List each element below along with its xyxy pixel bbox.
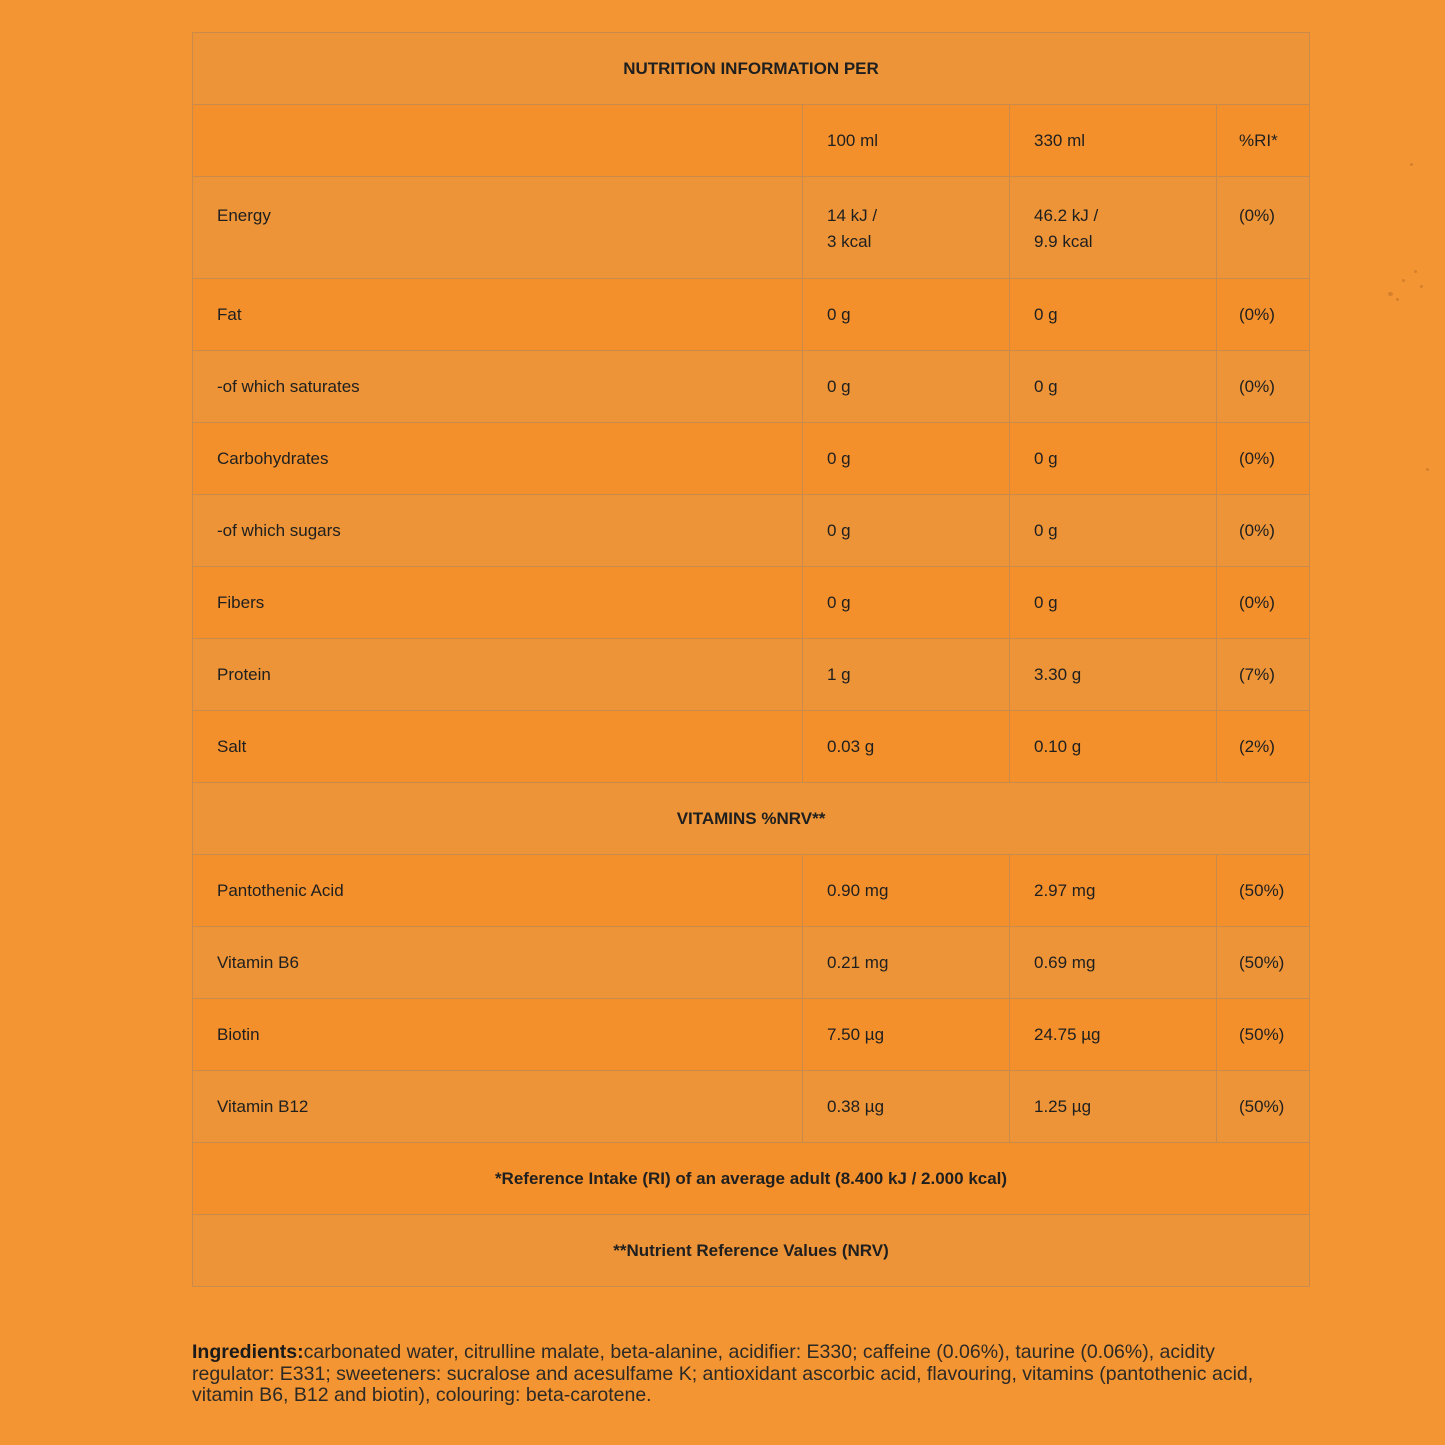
row-per100: 0.21 mg	[803, 927, 1010, 999]
row-per100: 0 g	[803, 567, 1010, 639]
vitamins-title-row	[193, 783, 1310, 855]
row-label: Vitamin B12	[193, 1071, 803, 1143]
table-row	[193, 567, 1310, 639]
row-per100: 1 g	[803, 639, 1010, 711]
energy-per330-kcal: 9.9 kcal	[1034, 232, 1093, 251]
ingredients-list: carbonated water, citrulline malate, beta-alanine, acidifier: E330; caffeine (0.06%), taurine (0.06%), acidity regulator: E331; sweeteners: sucralose and acesulfame K; antioxidant ascorbic acid, flavouring, vitamins (pantothenic acid, vitamin B6, B12 and biotin), colouring: beta-carotene.	[192, 1341, 1254, 1406]
row-per330: 0 g	[1010, 423, 1217, 495]
header-cell-ri: %RI*	[1217, 105, 1310, 177]
footnote-nrv: **Nutrient Reference Values (NRV)	[193, 1215, 1310, 1287]
background-speck	[1388, 292, 1393, 296]
table-row	[193, 639, 1310, 711]
row-label: -of which saturates	[193, 351, 803, 423]
background-speck	[1402, 279, 1405, 282]
ingredients-label: Ingredients:	[192, 1341, 304, 1363]
energy-label: Energy	[193, 177, 803, 279]
row-per100: 0 g	[803, 495, 1010, 567]
row-ri: (0%)	[1217, 423, 1310, 495]
row-ri: (0%)	[1217, 567, 1310, 639]
energy-per330	[1010, 177, 1217, 279]
row-label: Fat	[193, 279, 803, 351]
header-cell-100ml: 100 ml	[803, 105, 1010, 177]
footnote-nrv-row	[193, 1215, 1310, 1287]
footnote-ri: *Reference Intake (RI) of an average adult (8.400 kJ / 2.000 kcal)	[193, 1143, 1310, 1215]
row-ri: (50%)	[1217, 855, 1310, 927]
row-label: Pantothenic Acid	[193, 855, 803, 927]
row-per100: 7.50 µg	[803, 999, 1010, 1071]
row-per100: 0.03 g	[803, 711, 1010, 783]
row-per330: 0 g	[1010, 279, 1217, 351]
table-row	[193, 711, 1310, 783]
row-ri: (0%)	[1217, 495, 1310, 567]
row-per330: 1.25 µg	[1010, 1071, 1217, 1143]
background-speck	[1410, 163, 1413, 166]
background-speck	[1426, 468, 1429, 471]
table-row	[193, 351, 1310, 423]
row-per100: 0 g	[803, 351, 1010, 423]
background-speck	[1414, 270, 1417, 273]
row-per330: 0.69 mg	[1010, 927, 1217, 999]
row-per330: 0 g	[1010, 567, 1217, 639]
row-ri: (0%)	[1217, 351, 1310, 423]
background-speck	[1396, 298, 1399, 301]
row-label: Vitamin B6	[193, 927, 803, 999]
energy-ri: (0%)	[1217, 177, 1310, 279]
nutrition-table	[192, 32, 1310, 1287]
header-cell-label	[193, 105, 803, 177]
table-row	[193, 423, 1310, 495]
table-title-row	[193, 33, 1310, 105]
row-label: Biotin	[193, 999, 803, 1071]
row-label: Carbohydrates	[193, 423, 803, 495]
energy-per100	[803, 177, 1010, 279]
table-row	[193, 999, 1310, 1071]
table-row	[193, 1071, 1310, 1143]
footnote-ri-row	[193, 1143, 1310, 1215]
row-ri: (50%)	[1217, 927, 1310, 999]
table-row	[193, 927, 1310, 999]
row-ri: (50%)	[1217, 1071, 1310, 1143]
energy-per100-kcal: 3 kcal	[827, 232, 872, 251]
row-per330: 0 g	[1010, 495, 1217, 567]
table-row	[193, 279, 1310, 351]
table-row-energy	[193, 177, 1310, 279]
row-per100: 0.38 µg	[803, 1071, 1010, 1143]
row-label: Protein	[193, 639, 803, 711]
table-title: NUTRITION INFORMATION PER	[193, 33, 1310, 105]
row-per100: 0 g	[803, 423, 1010, 495]
row-label: Fibers	[193, 567, 803, 639]
table-row	[193, 495, 1310, 567]
row-per100: 0 g	[803, 279, 1010, 351]
background-speck	[1420, 285, 1423, 288]
row-ri: (50%)	[1217, 999, 1310, 1071]
row-per100: 0.90 mg	[803, 855, 1010, 927]
energy-per330-kj: 46.2 kJ /	[1034, 206, 1099, 225]
ingredients-text	[192, 1342, 1302, 1407]
row-per330: 24.75 µg	[1010, 999, 1217, 1071]
row-per330: 0.10 g	[1010, 711, 1217, 783]
row-label: -of which sugars	[193, 495, 803, 567]
table-header-row	[193, 105, 1310, 177]
energy-per100-kj: 14 kJ /	[827, 206, 878, 225]
row-per330: 3.30 g	[1010, 639, 1217, 711]
row-ri: (2%)	[1217, 711, 1310, 783]
table-row	[193, 855, 1310, 927]
vitamins-title: VITAMINS %NRV**	[193, 783, 1310, 855]
row-ri: (0%)	[1217, 279, 1310, 351]
row-label: Salt	[193, 711, 803, 783]
header-cell-330ml: 330 ml	[1010, 105, 1217, 177]
row-per330: 0 g	[1010, 351, 1217, 423]
row-ri: (7%)	[1217, 639, 1310, 711]
row-per330: 2.97 mg	[1010, 855, 1217, 927]
